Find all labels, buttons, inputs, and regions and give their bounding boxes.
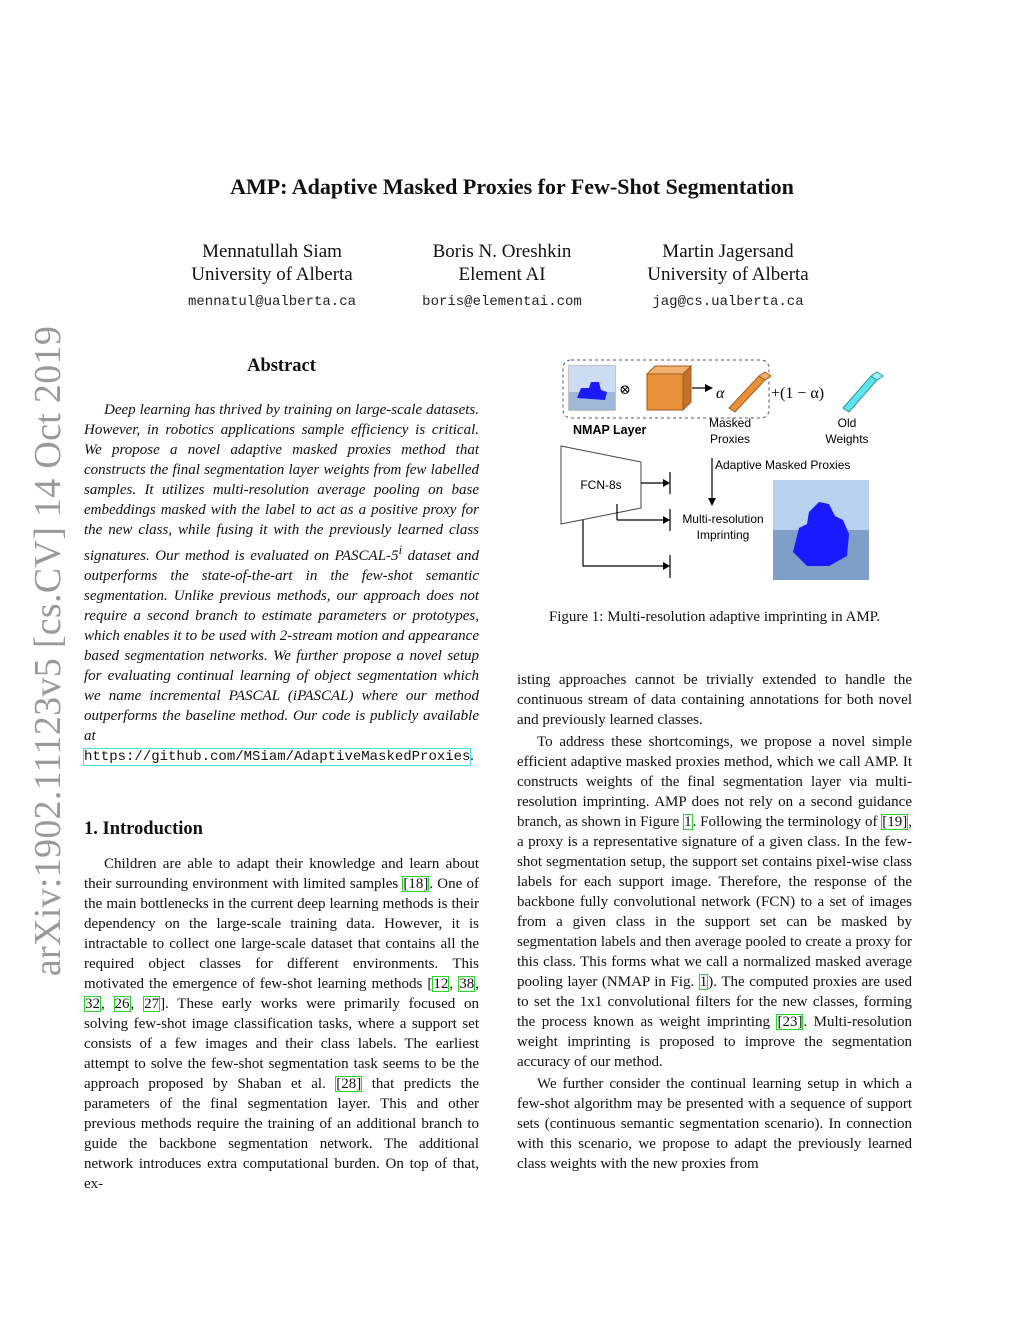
abstract-body (84, 400, 479, 769)
masked-proxy-bar (729, 376, 765, 412)
amp-arrowhead (708, 498, 716, 506)
citation-link[interactable]: 12 (433, 976, 449, 992)
one-minus-alpha: +(1 − α) (771, 385, 825, 402)
abstract-end: . (470, 748, 475, 764)
masked-label-line2: Proxies (709, 432, 751, 446)
arxiv-side-stamp (20, 325, 76, 977)
author-name: Martin Jagersand (662, 241, 794, 262)
alpha-symbol: α (716, 385, 725, 402)
figure-ref-link[interactable]: 1 (684, 814, 692, 830)
pascal-superscript: i (398, 543, 403, 557)
fcn-arrowhead-1 (663, 479, 670, 487)
fcn-arrowhead-2 (663, 516, 670, 524)
abstract-text-1: Deep learning has thrived by training on large-scale datasets. However, in robotics applications sample efficiency is critical. We propose a novel adaptive masked proxies method that constructs the final segmentation layer weights from few labelled samples. It utilizes multi-resolution average pooling on base embeddings masked with the label to act as a positive proxy for the new class, while fusing it with the previously learned class signatures. Our method is evaluated on PASCAL-5 (84, 402, 479, 564)
old-weights-bar (843, 376, 877, 412)
citation-link[interactable]: [28] (336, 1076, 362, 1092)
right-column-body (517, 670, 912, 1176)
separator: , (449, 976, 459, 992)
author-email[interactable]: mennatul@ualberta.ca (187, 294, 357, 310)
author-block-1 (142, 240, 402, 314)
intro-text: ]. These early works were primarily focused on solving few-shot image classification tasks, where a support set consists of a few images and their class labels. The earliest attempt to solve the few-shot segmentation task seems to be the approach proposed by Shaban et al. (84, 996, 480, 1092)
citation-link[interactable]: 38 (459, 976, 475, 992)
citation-link[interactable]: [19] (882, 814, 908, 830)
abstract-text-2: dataset and outperforms the state-of-the-art in the few-shot semantic segmentation. Unlike previous methods, our approach does not require a second branch to estimate parameters or prototypes, which enables it to be used with 2-stream motion and appearance based segmentation networks. We further propose a novel setup for evaluating continual learning of object segmentation which we name incremental PASCAL (iPASCAL) where our method outperforms the baseline method. Our code is publicly available at (84, 548, 479, 744)
separator: , (101, 996, 114, 1012)
multi-label-line1: Multi-resolution (682, 512, 764, 526)
citation-link[interactable]: 27 (144, 996, 160, 1012)
nmap-layer-label: NMAP Layer (573, 423, 647, 437)
fcn-arrowhead-3 (663, 562, 670, 570)
multi-label-line2: Imprinting (696, 528, 750, 542)
author-affiliation: Element AI (458, 264, 546, 285)
feature-cube-side (683, 366, 691, 410)
right-paragraph-2 (517, 732, 912, 1072)
right-paragraph-3: We further consider the continual learning setup in which a few-shot algorithm may be presented with a sequence of support sets (continuous semantic segmentation scenario). In connection with this scenario, we propose to adapt the previously learned class weights with the new proxies from (517, 1076, 912, 1172)
author-block-2 (372, 240, 632, 314)
citation-link[interactable]: [18] (403, 876, 429, 892)
right-paragraph-1: isting approaches cannot be trivially extended to handle the continuous stream of data containing annotations for both novel and previously learned classes. (517, 672, 912, 728)
separator: , (475, 976, 479, 992)
introduction-heading: 1. Introduction (84, 819, 203, 839)
author-email[interactable]: jag@cs.ualberta.ca (652, 294, 804, 310)
introduction-body (84, 854, 479, 1196)
intro-text: that predicts the parameters of the final segmentation layer. This and other previous methods require the training of an additional branch to guide the backbone segmentation network. The additional network introduces extra computational burden. On top of that, ex- (84, 1076, 479, 1192)
author-email[interactable]: boris@elementai.com (422, 294, 582, 310)
figure-1-diagram (517, 352, 912, 602)
abstract-heading: Abstract (247, 356, 316, 376)
right-text: , a proxy is a representative signature of a given class. In the few-shot segmentation setup, the support set contains pixel-wise class labels for each support image. Therefore, the response of the backbone fully convolutional network (FCN) to a set of images from a given class in the support set can be masked by segmentation labels and then average pooled to create a proxy for this class. This forms what we call a normalized masked average pooling layer (NMAP in Fig. (517, 814, 913, 990)
feature-cube-front (647, 374, 683, 410)
right-text: ). The computed proxies are used to set the 1x1 convolutional filters for the new classes, forming the process known as weight imprinting (517, 974, 912, 1030)
fcn-label: FCN-8s (580, 478, 622, 492)
abstract-paragraph (84, 400, 479, 767)
masked-label-line1: Masked (708, 416, 752, 430)
author-block-3 (598, 240, 858, 314)
otimes-symbol: ⊗ (619, 383, 631, 398)
right-text: . Multi-resolution weight imprinting is proposed to improve the segmentation accuracy of our method. (517, 1014, 913, 1070)
author-name: Boris N. Oreshkin (432, 241, 572, 262)
code-link[interactable]: https://github.com/MSiam/AdaptiveMaskedProxies (84, 749, 471, 765)
citation-link[interactable]: 26 (114, 996, 130, 1012)
citation-link[interactable]: 32 (85, 996, 100, 1012)
author-affiliation: University of Alberta (191, 264, 353, 285)
figure-1-caption: Figure 1: Multi-resolution adaptive imprinting in AMP. (548, 609, 881, 625)
amp-label: Adaptive Masked Proxies (715, 458, 851, 472)
intro-paragraph-1 (84, 854, 479, 1194)
arxiv-id-text: arXiv:1902.11123v5 [cs.CV] 14 Oct 2019 (27, 325, 69, 977)
right-text: To address these shortcomings, we propose a novel simple efficient adaptive masked proxies method, which we call AMP. It constructs weights of the final segmentation layer via multi-resolution imprinting. AMP does not rely on a second guidance branch, as shown in Figure (517, 734, 912, 830)
figure-ref-link[interactable]: 1 (699, 974, 708, 990)
author-affiliation: University of Alberta (647, 264, 809, 285)
right-text: . Following the terminology of (692, 814, 882, 830)
intro-text: . One of the main bottlenecks in the current deep learning methods is their dependency on the large-scale training data. However, it is intractable to collect one large-scale dataset that contains all the required object classes for different environments. This motivated the emergence of few-shot learning methods [ (84, 876, 479, 992)
nmap-arrowhead (705, 384, 713, 392)
old-label-line1: Old (837, 416, 857, 430)
fcn-out-3 (583, 520, 667, 566)
separator: , (130, 996, 144, 1012)
intro-text: Children are able to adapt their knowledge and learn about their surrounding environment with limited samples (84, 856, 479, 892)
paper-title: AMP: Adaptive Masked Proxies for Few-Shot Segmentation (230, 174, 794, 199)
author-name: Mennatullah Siam (202, 241, 342, 262)
citation-link[interactable]: [23] (777, 1014, 803, 1030)
old-label-line2: Weights (825, 432, 869, 446)
